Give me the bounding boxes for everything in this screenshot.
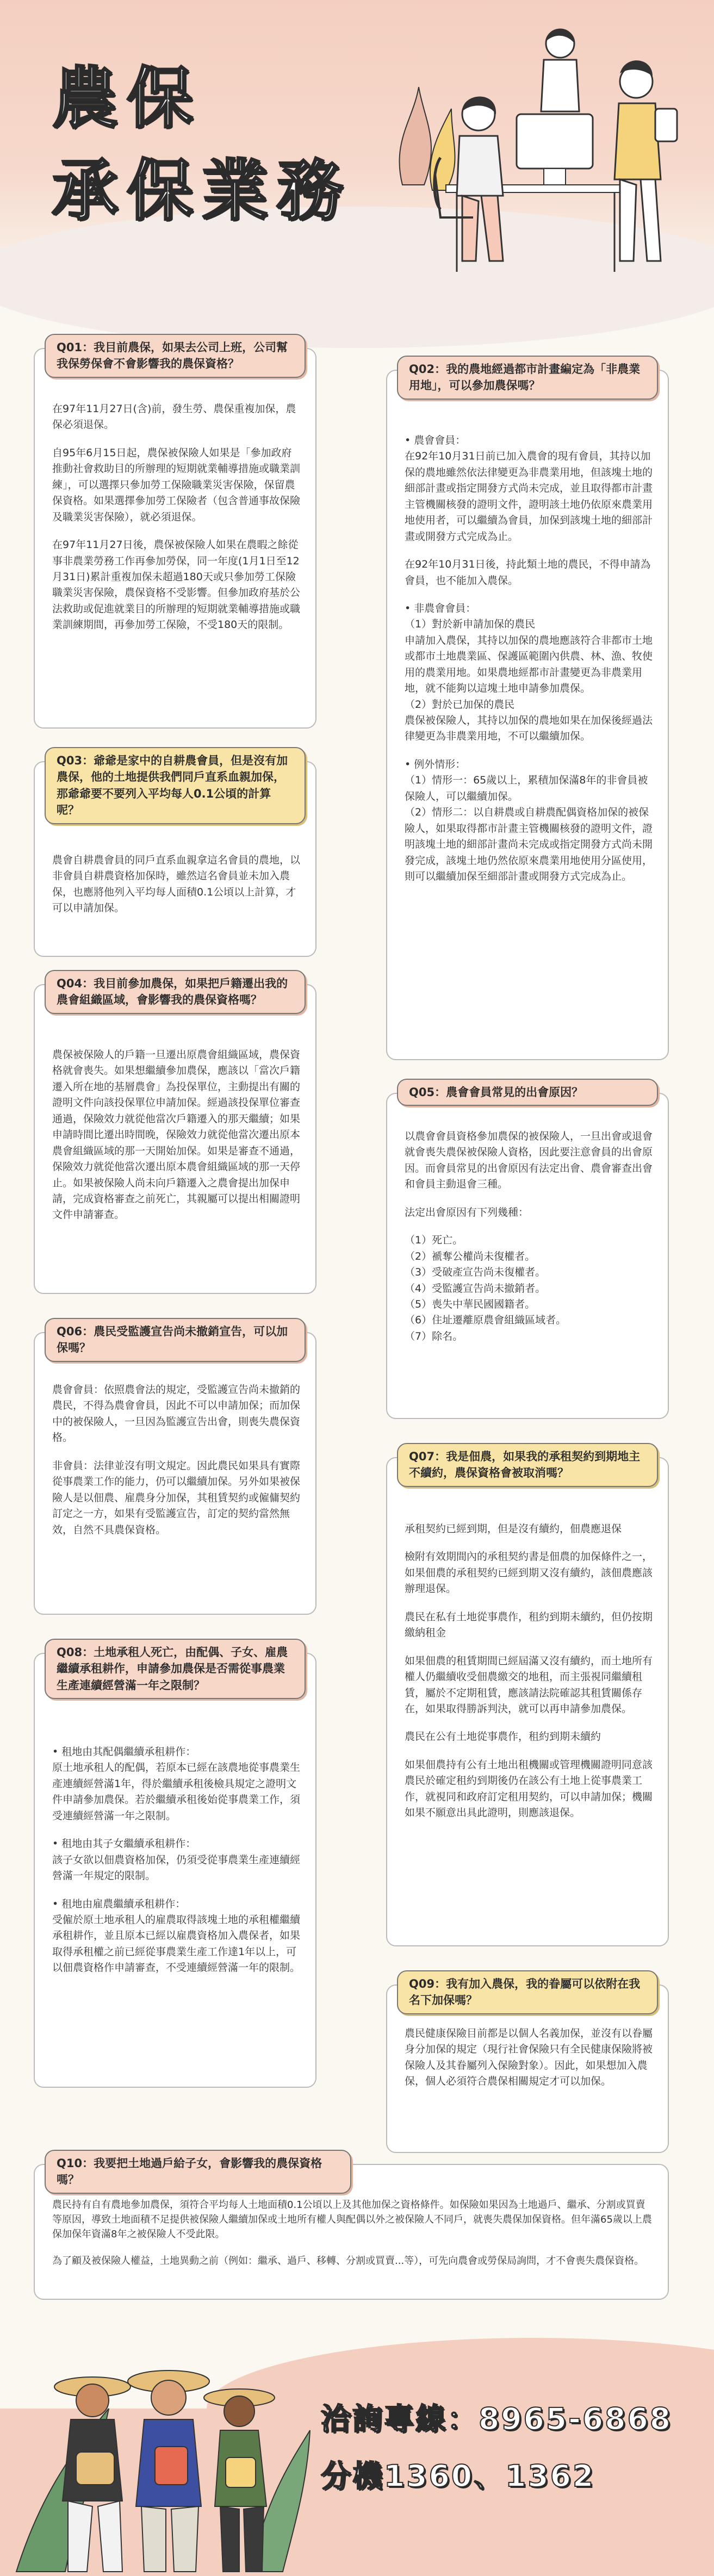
answer-paragraph: 檢附有效期間內的承租契約書是佃農的加保條件之一，如果佃農的承租契約已經到期又沒有續約，該佃農應該辦理退保。 [405, 1551, 653, 1595]
answer-paragraph: 在97年11月27日(含)前，發生勞、農保重複加保，農保必須退保。 [52, 403, 296, 431]
question-header: Q02：我的農地經過都市計畫編定為「非農業用地」，可以參加農保嗎？ [397, 356, 658, 400]
footer [0, 2322, 714, 2576]
answer-paragraph: 在92年10月31日後，持此類土地的農民，不得申請為會員，也不能加入農保。 [405, 558, 651, 587]
faq-card-q10 [34, 2157, 669, 2300]
answer-paragraph: 農民在公有土地從事農作，租約到期未續約 [405, 1731, 601, 1743]
answer-paragraph: 承租契約已經到期，但是沒有續約，佃農應退保 [405, 1523, 622, 1535]
answer-paragraph: • 租地由其子女繼續承租耕作： 該子女欲以佃農資格加保，仍須受從事農業生產連續經營滿一年規定的限制。 [52, 1838, 301, 1882]
answer-paragraph: • 租地由雇農繼續承租耕作： 受僱於原土地承租人的雇農取得該塊土地的承租權繼續承租耕作，並且原本已經以雇農資格加入農保者，如果取得承租權之前已經從事農業生產工作達1年以上，可以佃農資格作申請審查，不受連續經營滿一年的限制。 [52, 1897, 301, 1974]
answer-paragraph: 為了顧及被保險人權益，土地異動之前（例如：繼承、過戶、移轉、分割或買賣...等），可先向農會或勞保局詢問，才不會喪失農保資格。 [52, 2255, 644, 2267]
answer-paragraph: • 租地由其配偶繼續承租耕作： 原土地承租人的配偶，若原本已經在該農地從事農業生產連續經營滿1年，得於繼續承租後檢具規定之證明文件申請參加農保。若於繼續承租後始從事農業工作，須受連續經營滿一年之限制。 [52, 1746, 301, 1822]
answer-paragraph: 農保被保險人的戶籍一旦遷出原農會組織區域，農保資格就會喪失。如果想繼續參加農保，應該以「當次戶籍遷入所在地的基層農會」為投保單位，主動提出有關的證明文件向該投保單位申請加保。經過該投保單位審查通過，保險效力就從他當次戶籍遷入的那天繼續；如果申請時間比遷出時間晚，保險效力就從他當次遷出原本農會組織區域的那一天開始加保。如果是審查不通過，保險效力就從他當次遷出原本農會組織區域的那一天停止。如果被保險人尚未向戶籍遷入之農會提出加保申請，完成資格審查之前死亡，其親屬可以提出相關證明文件申請審查。 [52, 1049, 301, 1221]
faq-card-q05 [386, 1086, 669, 1419]
answer-paragraph: • 非農會會員： （1）對於新申請加保的農民 申請加入農保，其持以加保的農地應該符合非都市土地或都市土地農業區、保護區範圍內供農、林、漁、牧使用的農業用地。如果農地經都市計畫變更為非農業用地，就不能夠以這塊土地申請參加農保。 （2）對於已加保的農民 農保被保險人，其持以加保的農地如果在加保後經過法律變更為非農業用地，不可以繼續加保。 [405, 602, 653, 743]
faq-card-q04 [34, 977, 316, 1294]
faq-card-q09 [386, 1977, 669, 2153]
faq-card-q07 [386, 1450, 669, 1946]
question-header: Q10：我要把土地過戶給子女，會影響我的農保資格嗎？ [45, 2150, 351, 2194]
office-workers-illustration [381, 22, 696, 277]
faq-card-q08 [34, 1646, 316, 2088]
page-title-line1: 農保 [52, 60, 202, 137]
hotline-number: 洽詢專線：8965-6868 [321, 2401, 672, 2436]
answer-paragraph: 以農會會員資格參加農保的被保險人，一旦出會或退會就會喪失農保被保險人資格，因此要注意會員的出會原因。而會員常見的出會原因有法定出會、農會審查出會和會員主動退會三種。 [405, 1130, 653, 1191]
answer-paragraph: 農民健康保險目前都是以個人名義加保，並沒有以眷屬身分加保的規定（現行社會保險只有全民健康保險將被保險人及其眷屬列入保險對象）。因此，如果想加入農保，個人必須符合農保相關規定才可以加保。 [405, 2027, 653, 2088]
answer-paragraph: 農民在私有土地從事農作，租約到期未續約，但仍按期繳納租金 [405, 1610, 653, 1639]
question-header: Q05：農會會員常見的出會原因？ [397, 1079, 658, 1106]
answer-paragraph: 非會員：法律並沒有明文規定。因此農民如果具有實際從事農業工作的能力，仍可以繼續加保。另外如果被保險人是以佃農、雇農身分加保，其租賃契約或僱傭契約訂定之一方，如果有受監護宣告，訂定的契約當然無效，自然不具農保資格。 [52, 1459, 301, 1536]
answer-paragraph: • 農會會員： 在92年10月31日前已加入農會的現有會員，其持以加保的農地雖然依法律變更為非農業用地，但該塊土地的細部計畫或指定開發方式尚未完成，並且取得都市計畫主管機關核發的證明文件，證明該土地仍依原來農業用地使用者，可以繼續為會員，加保到該塊土地的細部計畫或開發方式完成為止。 [405, 434, 653, 543]
faq-card-q03 [34, 754, 316, 957]
answer-paragraph: 如果佃農持有公有土地出租機關或管理機關證明同意該農民於確定租約到期後仍在該公有土地上從事農業工作，就視同和政府訂定租用契約，可以申請加保；機關如果不願意出具此證明，則應該退保。 [405, 1758, 653, 1819]
question-header: Q09：我有加入農保，我的眷屬可以依附在我名下加保嗎？ [397, 1970, 658, 2014]
faq-card-q02 [386, 363, 669, 1060]
answer-paragraph: 農民持有自有農地參加農保，須符合平均每人土地面積0.1公頃以上及其他加保之資格條件。如保險如果因為土地過戶、繼承、分割或買賣等原因，導致土地面積不足提供被保險人繼續加保或土地所有權人與配偶以外之被保險人不同戶，就喪失農保加保資格。但年滿65歲以上農保加保年資滿8年之被保險人不受此限。 [52, 2199, 652, 2240]
question-header: Q07：我是佃農，如果我的承租契約到期地主不續約，農保資格會被取消嗎？ [397, 1443, 658, 1487]
faq-card-q06 [34, 1325, 316, 1615]
answer-paragraph: 如果佃農的租賃期間已經屆滿又沒有續約，而土地所有權人仍繼續收受佃農繳交的地租，而主張視同繼續租賃，屬於不定期租賃，應該請法院確認其租賃關係存在，如果取得勝訴判決，就可以再申請參加農保。 [405, 1654, 653, 1715]
answer-paragraph: • 例外情形： （1）情形一：65歲以上，累積加保滿8年的非會員被保險人，可以繼續加保。 （2）情形二：以自耕農或自耕農配偶資格加保的被保險人，如果取得都市計畫主管機關核發的證明文件，證明該塊土地的細部計畫尚未完成或指定開發方式尚未開發完成，該塊土地仍然依原來農業用地使用分區使用，則可以繼續加保至細部計畫或開發方式完成為止。 [405, 758, 653, 882]
question-header: Q06：農民受監護宣告尚未撤銷宣告，可以加保嗎？ [45, 1318, 306, 1362]
answer-paragraph: 在97年11月27日後，農保被保險人如果在農暇之餘從事非農業勞務工作再參加勞保，同一年度(1月1日至12月31日)累計重複加保未超過180天或只參加勞工保險職業災害保險，農保資格不受影響。但參加政府基於公法救助或促進就業目的所辦理的短期就業輔導措施或職業訓練期間，再參加勞工保險，不受180天的限制。 [52, 539, 301, 631]
answer-paragraph: 農會會員：依照農會法的規定，受監護宣告尚未撤銷的農民，不得為農會會員，因此不可以申請加保；而加保中的被保險人，一旦因為監護宣告出會，則喪失農保資格。 [52, 1384, 301, 1444]
answer-paragraph: 自95年6月15日起，農保被保險人如果是「參加政府推動社會救助目的所辦理的短期就業輔導措施或職業訓練」，可以選擇只參加勞工保險職業災害保險，保留農保資格。如果選擇參加勞工保險者（包含普通事故保險及職業災害保險），就必須退保。 [52, 446, 301, 523]
answer-paragraph: 法定出會原因有下列幾種： [405, 1206, 529, 1218]
hotline-extension: 分機1360、1362 [321, 2459, 595, 2493]
faq-card-q01 [34, 341, 316, 729]
question-header: Q01：我目前農保，如果去公司上班，公司幫我保勞保會不會影響我的農保資格？ [45, 334, 306, 378]
page-title-line2: 承保業務 [52, 152, 352, 229]
answer-paragraph: 農會自耕農會員的同戶直系血親拿這名會員的農地，以非會員自耕農資格加保時，雖然這名會員並未加入農保，也應將他列入平均每人面積0.1公頃以上計算，才可以申請加保。 [52, 854, 301, 914]
question-header: Q08：土地承租人死亡，由配偶、子女、雇農繼續承租耕作，申請參加農保是否需從事農業生產連續經營滿一年之限制？ [45, 1639, 306, 1699]
farmers-illustration [11, 2322, 315, 2576]
answer-paragraph: （1）死亡。 （2）褫奪公權尚未復權者。 （3）受破產宣告尚未復權者。 （4）受監護宣告尚未撤銷者。 （5）喪失中華民國國籍者。 （6）住址遷離原農會組織區域者。 （7）除名。 [405, 1234, 567, 1342]
question-header: Q03：爺爺是家中的自耕農會員，但是沒有加農保，他的土地提供我們同戶直系血親加保，那爺爺要不要列入平均每人0.1公頃的計算呢？ [45, 747, 306, 824]
question-header: Q04：我目前參加農保，如果把戶籍遷出我的農會組織區域，會影響我的農保資格嗎？ [45, 970, 306, 1014]
